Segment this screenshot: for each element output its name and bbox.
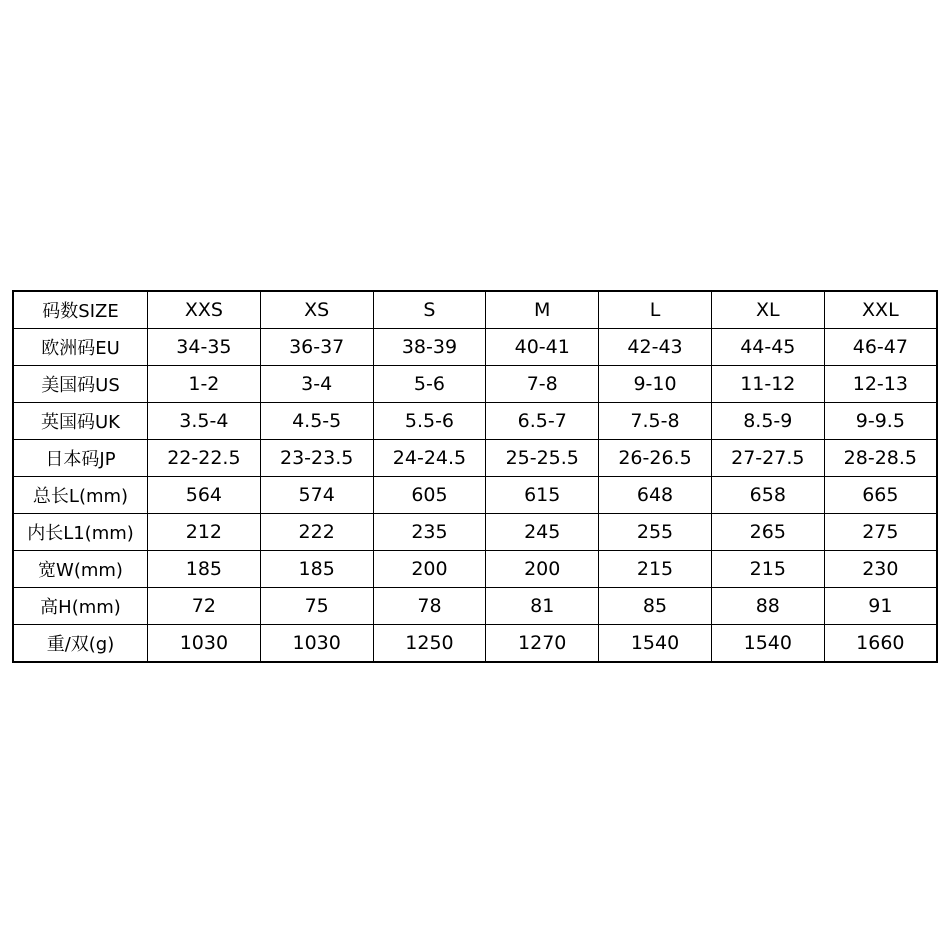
row-label-cell: 高H(mm) xyxy=(13,588,148,625)
table-row xyxy=(13,477,937,514)
table-cell: 1030 xyxy=(148,625,261,663)
table-cell: XXS xyxy=(148,291,261,329)
table-cell: 8.5-9 xyxy=(711,403,824,440)
row-label-cell: 宽W(mm) xyxy=(13,551,148,588)
table-cell: 25-25.5 xyxy=(486,440,599,477)
table-cell: 1660 xyxy=(824,625,937,663)
table-cell: 42-43 xyxy=(599,329,712,366)
table-cell: 1270 xyxy=(486,625,599,663)
table-cell: 215 xyxy=(711,551,824,588)
table-cell: 7-8 xyxy=(486,366,599,403)
table-cell: 574 xyxy=(260,477,373,514)
table-cell: 3-4 xyxy=(260,366,373,403)
table-cell: 38-39 xyxy=(373,329,486,366)
table-cell: 5.5-6 xyxy=(373,403,486,440)
row-label-cell: 日本码JP xyxy=(13,440,148,477)
table-cell: 24-24.5 xyxy=(373,440,486,477)
table-cell: 235 xyxy=(373,514,486,551)
table-cell: 648 xyxy=(599,477,712,514)
row-label-cell: 欧洲码EU xyxy=(13,329,148,366)
table-cell: 215 xyxy=(599,551,712,588)
table-cell: 91 xyxy=(824,588,937,625)
table-cell: 1540 xyxy=(711,625,824,663)
table-cell: 658 xyxy=(711,477,824,514)
table-cell: 200 xyxy=(486,551,599,588)
table-cell: 12-13 xyxy=(824,366,937,403)
size-chart-body xyxy=(13,291,937,662)
table-cell: 185 xyxy=(148,551,261,588)
table-cell: 9-10 xyxy=(599,366,712,403)
table-cell: XS xyxy=(260,291,373,329)
row-label-cell: 码数SIZE xyxy=(13,291,148,329)
table-cell: 75 xyxy=(260,588,373,625)
table-cell: L xyxy=(599,291,712,329)
table-cell: 1540 xyxy=(599,625,712,663)
table-cell: 265 xyxy=(711,514,824,551)
table-row xyxy=(13,514,937,551)
table-cell: 605 xyxy=(373,477,486,514)
table-cell: 46-47 xyxy=(824,329,937,366)
table-cell: 1-2 xyxy=(148,366,261,403)
row-label-cell: 英国码UK xyxy=(13,403,148,440)
table-cell: 85 xyxy=(599,588,712,625)
table-cell: 40-41 xyxy=(486,329,599,366)
row-label-cell: 总长L(mm) xyxy=(13,477,148,514)
table-cell: XXL xyxy=(824,291,937,329)
table-cell: 11-12 xyxy=(711,366,824,403)
table-row xyxy=(13,366,937,403)
table-header-row xyxy=(13,291,937,329)
table-cell: 185 xyxy=(260,551,373,588)
table-row xyxy=(13,440,937,477)
table-cell: 22-22.5 xyxy=(148,440,261,477)
table-cell: 255 xyxy=(599,514,712,551)
table-cell: 1030 xyxy=(260,625,373,663)
table-row xyxy=(13,403,937,440)
table-cell: 26-26.5 xyxy=(599,440,712,477)
size-chart-table xyxy=(12,290,938,663)
table-cell: 44-45 xyxy=(711,329,824,366)
row-label-cell: 美国码US xyxy=(13,366,148,403)
table-cell: 28-28.5 xyxy=(824,440,937,477)
table-row xyxy=(13,329,937,366)
table-cell: 230 xyxy=(824,551,937,588)
table-cell: 222 xyxy=(260,514,373,551)
table-cell: 72 xyxy=(148,588,261,625)
table-cell: 3.5-4 xyxy=(148,403,261,440)
table-cell: 78 xyxy=(373,588,486,625)
table-cell: 36-37 xyxy=(260,329,373,366)
row-label-cell: 重/双(g) xyxy=(13,625,148,663)
table-cell: 23-23.5 xyxy=(260,440,373,477)
table-cell: 212 xyxy=(148,514,261,551)
table-cell: 200 xyxy=(373,551,486,588)
row-label-cell: 内长L1(mm) xyxy=(13,514,148,551)
table-row xyxy=(13,551,937,588)
table-cell: 4.5-5 xyxy=(260,403,373,440)
table-cell: 564 xyxy=(148,477,261,514)
table-cell: 6.5-7 xyxy=(486,403,599,440)
table-cell: 665 xyxy=(824,477,937,514)
table-cell: 34-35 xyxy=(148,329,261,366)
table-row xyxy=(13,588,937,625)
table-cell: 81 xyxy=(486,588,599,625)
table-cell: 275 xyxy=(824,514,937,551)
table-cell: 1250 xyxy=(373,625,486,663)
table-cell: 9-9.5 xyxy=(824,403,937,440)
table-row xyxy=(13,625,937,663)
table-cell: 27-27.5 xyxy=(711,440,824,477)
table-cell: 245 xyxy=(486,514,599,551)
table-cell: 88 xyxy=(711,588,824,625)
table-cell: S xyxy=(373,291,486,329)
table-cell: 615 xyxy=(486,477,599,514)
table-cell: M xyxy=(486,291,599,329)
table-cell: 5-6 xyxy=(373,366,486,403)
table-cell: 7.5-8 xyxy=(599,403,712,440)
table-cell: XL xyxy=(711,291,824,329)
